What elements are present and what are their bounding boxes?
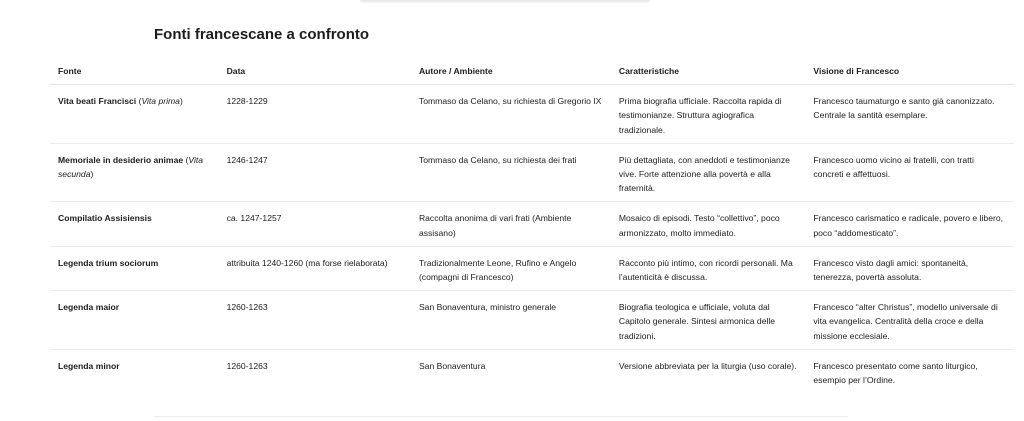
cell-fonte [50,349,219,393]
fonte-paren-close: ) [90,169,94,180]
column-header-fonte: Fonte [50,56,219,85]
cell-fonte [50,246,219,290]
cell-caratteristiche: Biografia teologica e ufficiale, voluta dal Capitolo generale. Sintesi armonica delle tradizioni. [611,291,806,350]
cell-fonte [50,143,219,202]
table-row [50,291,1014,350]
cell-visione: Francesco “alter Christus”, modello universale di vita evangelica. Centralità della croce e della missione ecclesiale. [805,291,1014,350]
fonte-name: Memoriale in desiderio animae [58,154,184,165]
fonte-name: Vita beati Francisci [58,96,137,107]
cell-visione: Francesco presentato come santo liturgico, esempio per l’Ordine. [813,360,978,386]
sources-comparison-table [50,56,1014,393]
fonte-paren-open: ( [183,154,189,165]
cell-autore: Tradizionalmente Leone, Rufino e Angelo (compagni di Francesco) [411,246,611,290]
cell-visione: Francesco carismatico e radicale, povero e libero, poco “addomesticato”. [805,202,1014,246]
fonte-alt-title: Vita prima [141,96,180,107]
table-row [50,246,1014,290]
page-title: Fonti francescane a confronto [154,26,370,43]
cell-caratteristiche: Più dettagliata, con aneddoti e testimonianze vive. Forte attenzione alla povertà e alla fraternità. [611,143,806,202]
cell-caratteristiche: Versione abbreviata per la liturgia (uso corale). [618,360,797,371]
cell-autore: Raccolta anonima di vari frati (Ambiente assisano) [411,202,611,246]
cell-data: 1228-1229 [219,85,411,144]
cell-visione: Francesco taumaturgo e santo già canonizzato. Centrale la santità esemplare. [805,85,1014,144]
fonte-paren-close: ) [179,96,183,107]
cell-autore: Tommaso da Celano, su richiesta dei frati [411,143,611,202]
table-row [50,349,1014,393]
table-row [50,143,1014,202]
cell-data: 1246-1247 [219,143,411,202]
fonte-name: Legenda trium sociorum [58,257,159,268]
cell-fonte [50,85,219,144]
column-header-visione: Visione di Francesco [805,56,1014,85]
table-row [50,85,1014,144]
cell-autore: San Bonaventura, ministro generale [411,291,611,350]
cell-visione: Francesco uomo vicino ai fratelli, con tratti concreti e affettuosi. [805,143,1014,202]
fonte-name: Legenda maior [58,302,120,313]
column-header-data: Data [219,56,411,85]
fonte-alt-title: Vita secunda [58,154,204,180]
cell-caratteristiche: Mosaico di episodi. Testo “collettivo”, poco armonizzato, molto immediato. [611,202,806,246]
cell-visione: Francesco visto dagli amici: spontaneità, tenerezza, povertà assoluta. [805,246,1014,290]
cell-data: attribuita 1240-1260 (ma forse rielaborata) [219,246,411,290]
cell-fonte [50,291,219,350]
cell-autore: Tommaso da Celano, su richiesta di Gregorio IX [411,85,611,144]
cell-data: 1260-1263 [219,291,411,350]
cell-data: ca. 1247-1257 [219,202,411,246]
fonte-name: Legenda minor [58,360,120,371]
column-header-autore: Autore / Ambiente [411,56,611,85]
cell-fonte [50,202,219,246]
top-edge-shadow [360,0,650,3]
fonte-paren-open: ( [136,96,142,107]
table-row [50,202,1014,246]
cell-data: 1260-1263 [226,360,268,371]
column-header-caratteristiche: Caratteristiche [611,56,806,85]
cell-autore: San Bonaventura [418,360,486,371]
bottom-divider [154,416,848,417]
cell-caratteristiche: Prima biografia ufficiale. Raccolta rapida di testimonianze. Struttura agiografica tradizionale. [611,85,806,144]
fonte-name: Compilatio Assisiensis [58,213,152,224]
cell-caratteristiche: Racconto più intimo, con ricordi personali. Ma l’autenticità è discussa. [611,246,806,290]
table-header-row [50,56,1014,85]
